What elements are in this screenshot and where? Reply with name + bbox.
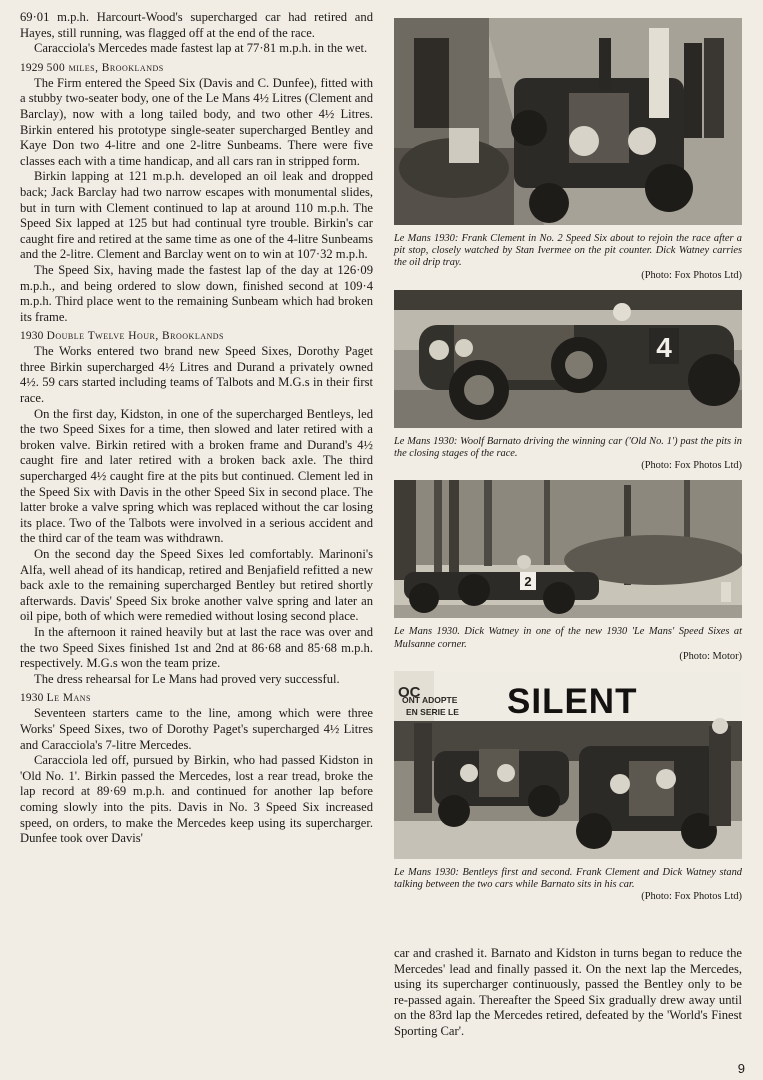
paragraph: On the second day the Speed Sixes led comfortably. Marinoni's Alfa, well ahead of its handicap, retired and Benjafield refitted a new back axle to the remaining supercharged Bentley but retired shortly afterwards. Davis' Speed Six broke another valve spring and later an oil pipe, both of which were remedied without losing second place. [20,547,373,624]
car-number: 2 [524,574,532,590]
paragraph: Caracciola led off, pursued by Birkin, who had passed Kidston in 'Old No. 1'. Birkin passed the Mercedes, lost a rear tread, broke the lap record at 89·69 m.p.h. and continued for another lap before coming slowly into the pits. Davis in No. 3 Speed Six increased speed, on orders, to make the Mercedes keep using its supercharger. Dunfee took over Davis' [20,753,373,846]
paragraph: Caracciola's Mercedes made fastest lap at 77·81 m.p.h. in the wet. [34,41,368,56]
paragraph: Birkin lapping at 121 m.p.h. developed an oil leak and dropped back; Jack Barclay had two narrow escapes with monumental slides, but in turn with Clement continued to lap at around 110 m.p.h. The Speed Six lapped at 125 but had continual tyre trouble. Birkin's car caught fire and retired at the same time as one of the 4-litre Sunbeams and the 2-litre. Clement and Barclay went on to win at 107·32 m.p.h. [20,169,373,262]
paragraph: 69·01 m.p.h. Harcourt-Wood's supercharged car had retired and Hayes, still running, was flagged off at the end of the race. [20,10,373,40]
photo-mulsanne-corner [394,480,742,618]
photo-bentleys-first-second [394,671,742,859]
paragraph: The Speed Six, having made the fastest lap of the day at 126·09 m.p.h., and being ordered to slow down, finished second at 109·4 m.p.h. Third place went to the remaining Sunbeam which had broken its frame. [20,262,373,324]
car-number: 4 [656,331,672,363]
section-year: 1930 [20,330,44,343]
page-number: 9 [737,1061,745,1076]
section-heading [20,329,373,344]
paragraph: The Firm entered the Speed Six (Davis and C. Dunfee), fitted with a stubby two-seater body, one of the Le Mans 4½ Litres (Clement and Barclay), now with a long tailed body, and two other 4½ Litres. Birkin entered his prototype single-seater supercharged Bentley and Kaye Don two 4-litre and one 2-litre Sunbeams. There were five classes each with a time handicap, and all cars ran in stripped form. [20,75,373,168]
photo-pit-stop [394,18,742,225]
photo-credit: (Photo: Fox Photos Ltd) [641,891,742,903]
section-heading [20,691,373,706]
photo-caption: Le Mans 1930: Bentleys first and second. Frank Clement and Dick Watney stand talking between the two cars while Barnato sits in his car. (Photo: Fox Photos Ltd) [394,867,742,903]
photo-caption: Le Mans 1930: Woolf Barnato driving the winning car ('Old No. 1') past the pits in the closing stages of the race. (Photo: Fox Photos Ltd) [394,435,742,472]
paragraph: The Works entered two brand new Speed Sixes, Dorothy Paget three Birkin supercharged 4½ Litres and Durand a privately owned 4½. 59 cars started including teams of Talbots and M.G.s in their first race. [20,344,373,406]
photo-caption: Le Mans 1930: Frank Clement in No. 2 Speed Six about to rejoin the race after a pit stop, closely watched by Stan Ivermee on the pit counter. Dick Watney carries the oil drip tray. (Photo: Fox Photos Ltd) [394,233,742,281]
sign-line-1: ONT ADOPTE [402,695,458,706]
right-column [394,18,742,904]
left-column [20,10,373,847]
photo-credit: (Photo: Fox Photos Ltd) [641,269,742,281]
photo-winning-car [394,290,742,428]
section-title: 500 miles, Brooklands [46,61,164,74]
continuation-text [394,946,742,1040]
sign-silent: SILENT [507,682,638,722]
photo-credit: (Photo: Motor) [679,650,742,662]
photo-caption: Le Mans 1930. Dick Watney in one of the new 1930 'Le Mans' Speed Sixes at Mulsanne corner. (Photo: Motor) [394,626,742,662]
sign-corner-text: OC [398,684,421,702]
section-year: 1930 [20,692,44,705]
section-heading [20,61,373,76]
photo-credit: (Photo: Fox Photos Ltd) [641,460,742,472]
section-title: Le Mans [46,692,91,705]
paragraph: In the afternoon it rained heavily but at last the race was over and the two Speed Sixes finished 1st and 2nd at 86·68 and 85·68 m.p.h. respectively. M.G.s won the team prize. [20,624,373,671]
paragraph: car and crashed it. Barnato and Kidston in turns began to reduce the Mercedes' lead and finally passed it. On the next lap the Mercedes, using its supercharger continuously, passed the Bentley only to be re-passed again. Thereafter the Speed Six gradually drew away until on the 83rd lap the Mercedes retired, defeated by the 'World's Finest Sporting Car'. [394,946,742,1038]
section-year: 1929 [20,61,44,74]
sign-line-2: EN SERIE LE [406,707,459,718]
paragraph: Seventeen starters came to the line, among which were three Works' Speed Sixes, two of Dorothy Paget's supercharged 4½ Litres and Caracciola's 7-litre Mercedes. [20,706,373,752]
paragraph: On the first day, Kidston, in one of the supercharged Bentleys, led the two Speed Sixes for a time, then slowed and later retired with a broken valve. Birkin retired with a broken frame and Durand's 4½ caught fire and later retired with a broken back axle. The third supercharged 4½ caught fire at the pits but continued. Clement led in the Speed Six with Davis in the other Speed Six in second place. The latter broke a valve spring which was replaced without the car losing its place. Two of the Talbots were involved in a serious accident and the third car of the team was withdrawn. [20,406,373,546]
section-title: Double Twelve Hour, Brooklands [46,330,224,343]
paragraph: The dress rehearsal for Le Mans had proved very successful. [34,671,340,686]
